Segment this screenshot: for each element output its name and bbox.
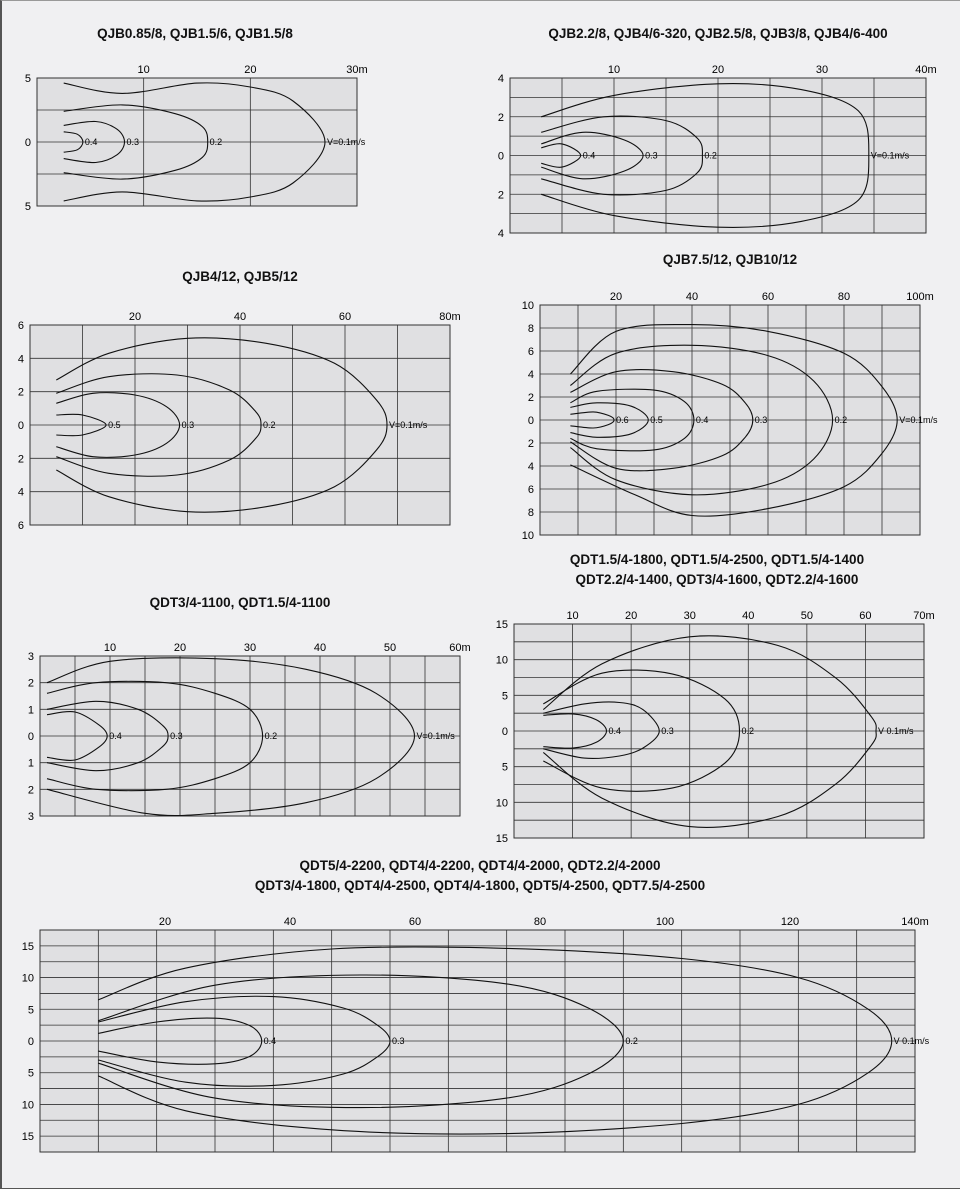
chart-2	[498, 64, 937, 240]
chart-title: QDT3/4-1100, QDT1.5/4-1100	[149, 595, 331, 610]
contour-label: V=0.1m/s	[870, 150, 910, 161]
y-tick-label: 0	[27, 1036, 34, 1048]
contour-label: 0.4	[695, 415, 709, 425]
contour-label: 0.3	[170, 731, 183, 741]
chart-title: QJB7.5/12, QJB10/12	[662, 252, 798, 267]
x-tick-label: 10	[103, 642, 117, 654]
y-tick-label: 6	[527, 484, 534, 496]
y-tick-label: 0	[27, 731, 34, 743]
chart-title: QDT3/4-1800, QDT4/4-2500, QDT4/4-1800, QDT5/4-2500, QDT7.5/4-2500	[254, 878, 706, 893]
x-tick-label: 10	[607, 64, 621, 76]
y-tick-label: 10	[521, 300, 534, 312]
x-tick-label: 60m	[449, 642, 471, 654]
chart-title: QJB4/12, QJB5/12	[182, 269, 298, 284]
y-tick-label: 15	[495, 833, 508, 845]
x-tick-label: 20	[128, 311, 142, 323]
y-tick-label: 2	[27, 677, 34, 690]
y-tick-label: 4	[497, 228, 504, 240]
x-tick-label: 60	[859, 610, 872, 622]
chart-3	[18, 311, 461, 532]
x-tick-label: 140m	[901, 916, 929, 928]
x-tick-label: 80m	[439, 311, 461, 323]
contour-label: V=0.1m/s	[416, 731, 455, 741]
chart-1	[25, 64, 368, 213]
x-tick-label: 40	[742, 610, 755, 622]
y-tick-label: 10	[521, 530, 534, 542]
contour-label: 0.4	[263, 1036, 277, 1046]
x-tick-label: 30	[243, 642, 257, 654]
y-tick-label: 0	[497, 150, 504, 163]
x-tick-label: 60	[338, 311, 352, 323]
y-tick-label: 15	[21, 940, 34, 953]
contour-label: 0.4	[582, 150, 596, 161]
x-tick-label: 80	[533, 916, 547, 928]
contour-label: V=0.1m/s	[327, 137, 366, 147]
y-tick-label: 10	[495, 797, 508, 810]
chart-title: QDT2.2/4-1400, QDT3/4-1600, QDT2.2/4-1600	[575, 572, 859, 587]
contour-label: V=0.1m/s	[899, 415, 938, 425]
x-tick-label: 100m	[906, 291, 934, 303]
contour-label: 0.6	[616, 415, 629, 425]
x-tick-label: 60	[761, 291, 775, 303]
y-tick-label: 0	[501, 726, 508, 738]
y-tick-label: 0	[24, 137, 31, 149]
chart-title: QJB0.85/8, QJB1.5/6, QJB1.5/8	[97, 26, 293, 41]
y-tick-label: 5	[27, 1004, 34, 1017]
y-tick-label: 1	[27, 704, 34, 717]
x-tick-label: 20	[244, 64, 257, 76]
x-tick-label: 20	[625, 610, 638, 622]
y-tick-label: 5	[24, 201, 31, 213]
contour-label: 0.3	[392, 1036, 405, 1046]
contour-label: 0.3	[645, 150, 658, 161]
y-tick-label: 4	[17, 486, 24, 499]
x-tick-label: 40	[233, 311, 247, 323]
chart-title: QDT5/4-2200, QDT4/4-2200, QDT4/4-2000, QDT2.2/4-2000	[299, 858, 661, 873]
contour-label: 0.4	[109, 731, 122, 741]
x-tick-label: 40	[685, 291, 699, 303]
y-tick-label: 4	[497, 73, 504, 85]
x-tick-label: 50	[383, 642, 397, 654]
y-tick-label: 2	[17, 386, 24, 399]
y-tick-label: 10	[21, 972, 34, 985]
x-tick-label: 10	[137, 64, 150, 76]
y-tick-label: 5	[24, 73, 31, 85]
contour-label: 0.3	[661, 726, 674, 736]
y-tick-label: 10	[495, 654, 508, 667]
y-tick-label: 2	[497, 189, 504, 202]
x-tick-label: 60	[408, 916, 422, 928]
x-tick-label: 70m	[913, 610, 935, 622]
y-tick-label: 6	[17, 520, 24, 532]
y-tick-label: 15	[21, 1131, 34, 1144]
chart-4	[522, 291, 938, 542]
contour-label: 0.2	[264, 731, 278, 741]
x-tick-label: 30	[815, 64, 829, 76]
contour-label: 0.5	[650, 415, 663, 425]
y-tick-label: 10	[21, 1099, 34, 1112]
chart-title: QJB2.2/8, QJB4/6-320, QJB2.5/8, QJB3/8, QJB4/6-400	[548, 26, 888, 41]
x-tick-label: 20	[158, 916, 172, 928]
contour-label: 0.4	[608, 726, 622, 736]
chart-title: QDT1.5/4-1800, QDT1.5/4-2500, QDT1.5/4-1400	[569, 552, 865, 567]
x-tick-label: 30m	[346, 64, 368, 76]
contour-label: 0.5	[108, 420, 121, 430]
x-tick-label: 20	[173, 642, 187, 654]
contour-label: 0.3	[754, 415, 768, 425]
contour-label: 0.2	[263, 420, 276, 430]
contour-label: 0.2	[741, 726, 755, 736]
x-tick-label: 40	[283, 916, 297, 928]
y-tick-label: 1	[27, 757, 34, 770]
y-tick-label: 15	[495, 619, 508, 631]
x-tick-label: 40	[313, 642, 327, 654]
y-tick-label: 8	[527, 323, 534, 335]
contour-label: 0.2	[834, 415, 848, 425]
y-tick-label: 2	[527, 438, 534, 450]
y-tick-label: 4	[527, 369, 534, 381]
y-tick-label: 4	[17, 353, 24, 366]
x-tick-label: 80	[837, 291, 851, 303]
y-tick-label: 3	[27, 811, 34, 823]
x-tick-label: 120	[780, 916, 800, 928]
y-tick-label: 6	[17, 320, 24, 332]
y-tick-label: 5	[501, 761, 508, 774]
y-tick-label: 0	[527, 415, 534, 427]
y-tick-label: 2	[27, 784, 34, 797]
y-tick-label: 4	[527, 461, 534, 473]
x-tick-label: 20	[711, 64, 725, 76]
x-tick-label: 10	[566, 610, 579, 622]
y-tick-label: 5	[501, 690, 508, 703]
chart-6	[496, 610, 935, 845]
x-tick-label: 20	[609, 291, 623, 303]
contour-label: V=0.1m/s	[389, 420, 428, 430]
y-tick-label: 6	[527, 346, 534, 358]
contour-label: 0.2	[625, 1036, 638, 1046]
x-tick-label: 40m	[915, 64, 937, 76]
chart-5	[28, 642, 471, 823]
y-tick-label: 8	[527, 507, 534, 519]
contour-label: 0.2	[704, 150, 717, 161]
x-tick-label: 30	[683, 610, 696, 622]
y-tick-label: 2	[527, 392, 534, 404]
contour-label: 0.3	[181, 420, 195, 430]
y-tick-label: 5	[27, 1067, 34, 1080]
y-tick-label: 3	[27, 651, 34, 663]
contour-label: V 0.1m/s	[877, 726, 914, 736]
y-tick-label: 2	[497, 111, 504, 124]
contour-label: 0.3	[126, 137, 139, 147]
contour-label: 0.2	[209, 137, 223, 147]
chart-7	[22, 916, 930, 1152]
y-tick-label: 2	[17, 453, 24, 466]
y-tick-label: 0	[17, 420, 24, 432]
contour-label: 0.4	[84, 137, 98, 147]
x-tick-label: 50	[800, 610, 813, 622]
x-tick-label: 100	[655, 916, 675, 928]
contour-label: V 0.1m/s	[893, 1036, 930, 1046]
